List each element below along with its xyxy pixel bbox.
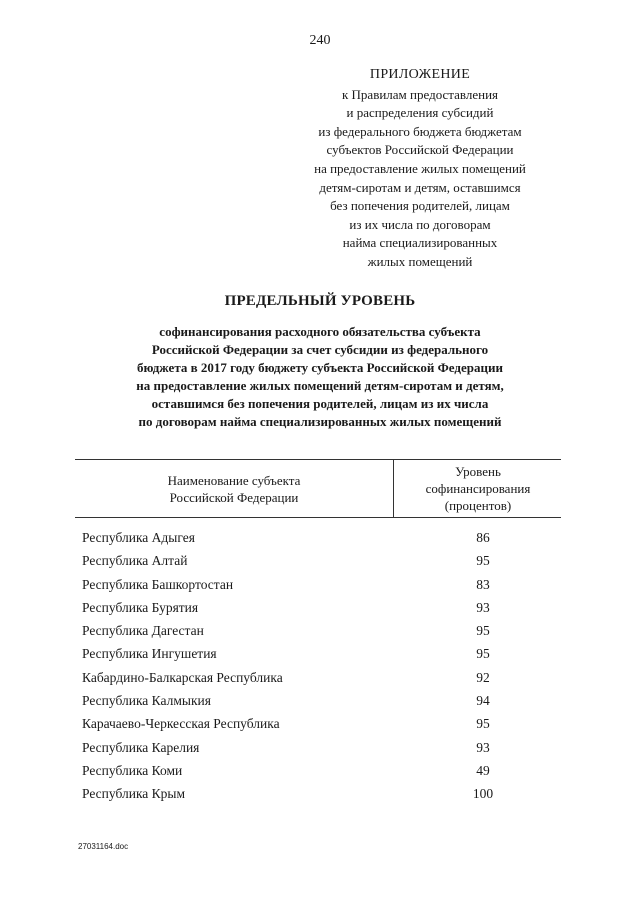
- appendix-block: [290, 66, 550, 272]
- footer-file-name: 27031164.doc: [78, 842, 129, 851]
- subtitle-line: оставшимся без попечения родителей, лицам из их числа: [151, 396, 489, 411]
- table-header: [75, 459, 561, 518]
- cofinancing-value: 49: [476, 762, 490, 778]
- appendix-line: на предоставление жилых помещений: [314, 160, 526, 176]
- appendix-title: ПРИЛОЖЕНИЕ: [369, 67, 471, 82]
- appendix-line: и распределения субсидий: [346, 105, 494, 121]
- appendix-line: из федерального бюджета бюджетам: [318, 123, 522, 139]
- header-level-line: Уровень: [455, 464, 501, 479]
- table-row: [75, 573, 561, 596]
- subject-name: Республика Коми: [82, 762, 183, 778]
- subtitle-line: на предоставление жилых помещений детям-сиротам и детям,: [136, 378, 504, 393]
- subject-name: Республика Ингушетия: [82, 646, 217, 662]
- cofinancing-value: 93: [476, 599, 490, 615]
- subtitle-line: софинансирования расходного обязательства субъекта: [159, 324, 481, 339]
- table-row: [75, 596, 561, 619]
- subject-name: Республика Крым: [82, 786, 186, 802]
- page-number: 240: [309, 33, 331, 48]
- cofinancing-value: 92: [476, 669, 490, 685]
- header-level-line: (процентов): [444, 498, 512, 513]
- header-level-line: софинансирования: [425, 481, 531, 496]
- document-title: ПРЕДЕЛЬНЫЙ УРОВЕНЬ: [224, 293, 416, 309]
- cofinancing-value: 94: [476, 693, 490, 709]
- appendix-line: жилых помещений: [367, 253, 473, 269]
- subject-name: Республика Дагестан: [82, 623, 204, 639]
- cofinancing-table: [75, 459, 561, 802]
- subtitle-line: по договорам найма специализированных жилых помещений: [138, 414, 502, 429]
- table-body: [75, 526, 561, 806]
- table-row: [75, 712, 561, 735]
- header-cofinancing-level: [393, 460, 562, 517]
- cofinancing-value: 95: [476, 623, 490, 639]
- cofinancing-value: 95: [476, 716, 490, 732]
- cofinancing-value: 100: [472, 786, 494, 802]
- table-row: [75, 619, 561, 642]
- table-row: [75, 549, 561, 572]
- subject-name: Карачаево-Черкесская Республика: [82, 716, 280, 732]
- subtitle-line: Российской Федерации за счет субсидии из федерального: [151, 342, 489, 357]
- table-row: [75, 526, 561, 549]
- subject-name: Кабардино-Балкарская Республика: [82, 669, 283, 685]
- subject-name: Республика Бурятия: [82, 599, 199, 615]
- table-row: [75, 759, 561, 782]
- table-row: [75, 642, 561, 665]
- table-row: [75, 736, 561, 759]
- appendix-line: из их числа по договорам: [349, 216, 491, 232]
- subject-name: Республика Карелия: [82, 739, 200, 755]
- header-name-line: Российской Федерации: [169, 489, 299, 505]
- subject-name: Республика Калмыкия: [82, 693, 211, 709]
- subtitle-line: бюджета в 2017 году бюджету субъекта Российской Федерации: [137, 360, 503, 375]
- document-subtitle: [95, 323, 545, 431]
- subject-name: Республика Алтай: [82, 553, 188, 569]
- cofinancing-value: 83: [476, 576, 490, 592]
- cofinancing-value: 86: [476, 530, 490, 545]
- cofinancing-value: 93: [476, 739, 490, 755]
- cofinancing-value: 95: [476, 553, 490, 569]
- table-row: [75, 782, 561, 805]
- appendix-line: к Правилам предоставления: [341, 86, 499, 102]
- appendix-line: детям-сиротам и детям, оставшимся: [319, 179, 521, 195]
- cofinancing-value: 95: [476, 646, 490, 662]
- table-row: [75, 689, 561, 712]
- appendix-line: субъектов Российской Федерации: [326, 142, 514, 158]
- header-subject-name: [75, 460, 393, 517]
- header-name-line: Наименование субъекта: [167, 472, 301, 488]
- table-row: [75, 666, 561, 689]
- appendix-line: найма специализированных: [342, 235, 498, 251]
- appendix-line: без попечения родителей, лицам: [330, 198, 510, 214]
- subject-name: Республика Адыгея: [82, 530, 195, 545]
- subject-name: Республика Башкортостан: [82, 576, 234, 592]
